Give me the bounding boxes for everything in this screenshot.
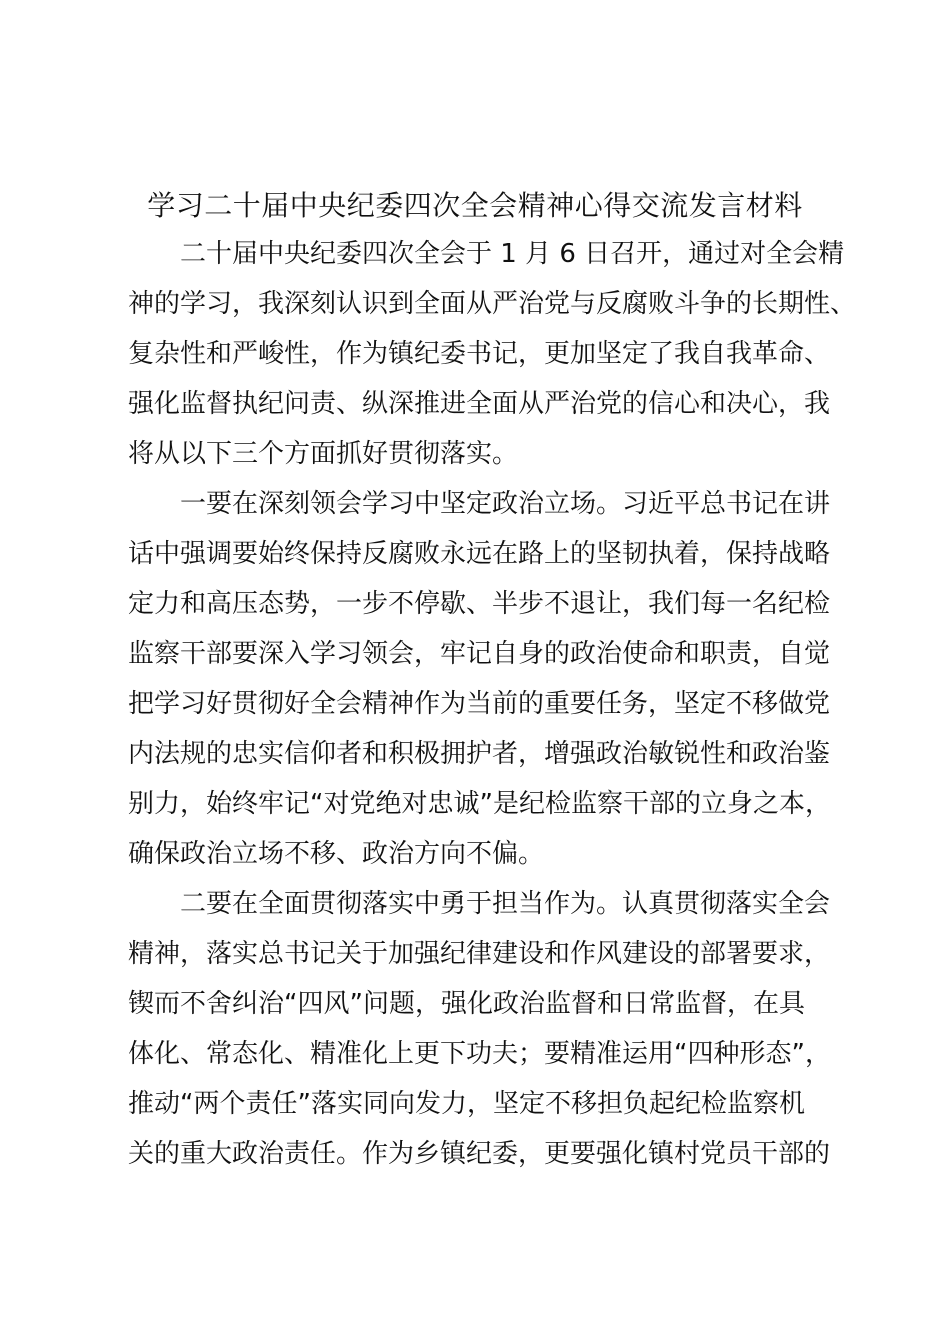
paragraph-1-line-2: 神的学习，我深刻认识到全面从严治党与反腐败斗争的长期性、 (128, 289, 857, 319)
paragraph-2-line-7: 别力，始终牢记“对党绝对忠诚”是纪检监察干部的立身之本， (128, 789, 831, 819)
paragraph-3-line-3: 锲而不舍纠治“四风”问题，强化政治监督和日常监督，在具 (128, 989, 805, 1019)
paragraph-2-line-5: 把学习好贯彻好全会精神作为当前的重要任务，坚定不移做党 (128, 689, 831, 719)
paragraph-1-line-5: 将从以下三个方面抓好贯彻落实。 (128, 439, 519, 469)
paragraph-1-line-1: 二十届中央纪委四次全会于 1 月 6 日召开，通过对全会精 (180, 239, 845, 269)
paragraph-3-line-4: 体化、常态化、精准化上更下功夫；要精准运用“四种形态”， (128, 1039, 831, 1069)
document-title: 学习二十届中央纪委四次全会精神心得交流发言材料 (147, 189, 803, 222)
paragraph-2-line-3: 定力和高压态势，一步不停歇、半步不退让，我们每一名纪检 (128, 589, 831, 619)
paragraph-1-line-3: 复杂性和严峻性，作为镇纪委书记，更加坚定了我自我革命、 (128, 339, 831, 369)
paragraph-3-line-6: 关的重大政治责任。作为乡镇纪委，更要强化镇村党员干部的 (128, 1139, 831, 1169)
paragraph-1-line-4: 强化监督执纪问责、纵深推进全面从严治党的信心和决心，我 (128, 389, 831, 419)
paragraph-3-line-5: 推动“两个责任”落实同向发力，坚定不移担负起纪检监察机 (128, 1089, 805, 1119)
paragraph-2-line-8: 确保政治立场不移、政治方向不偏。 (128, 839, 545, 869)
paragraph-2-line-1: 一要在深刻领会学习中坚定政治立场。习近平总书记在讲 (180, 489, 831, 519)
paragraph-2-line-6: 内法规的忠实信仰者和积极拥护者，增强政治敏锐性和政治鉴 (128, 739, 831, 769)
paragraph-3-line-1: 二要在全面贯彻落实中勇于担当作为。认真贯彻落实全会 (180, 889, 831, 919)
paragraph-2-line-4: 监察干部要深入学习领会，牢记自身的政治使命和职责，自觉 (128, 639, 831, 669)
paragraph-2-line-2: 话中强调要始终保持反腐败永远在路上的坚韧执着，保持战略 (128, 539, 831, 569)
paragraph-3-line-2: 精神，落实总书记关于加强纪律建设和作风建设的部署要求， (128, 939, 831, 969)
